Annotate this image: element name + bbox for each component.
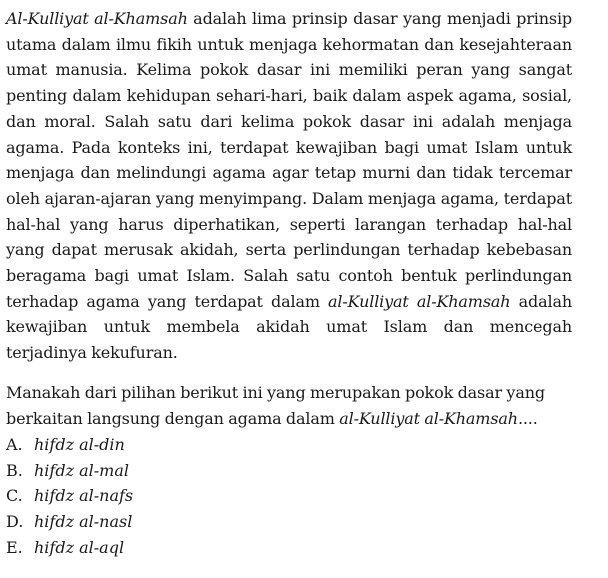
question-stem: [6, 380, 572, 432]
answer-option-d[interactable]: [6, 509, 572, 535]
passage-text-1: adalah lima prinsip dasar yang menjadi prinsip utama dalam ilmu fikih untuk menjaga kehormatan dan kesejahteraan umat manusia. Kelima pokok dasar ini memiliki peran yang sangat penting dalam kehidupan sehari-hari, baik dalam aspek agama, sosial, dan moral. Salah satu dari kelima pokok dasar ini adalah menjaga agama. Pada konteks ini, terdapat kewajiban bagi umat Islam untuk menjaga dan melindungi agama agar tetap murni dan tidak tercemar oleh ajaran-ajaran yang menyimpang. Dalam menjaga agama, terdapat hal-hal yang harus diperhatikan, seperti larangan terhadap hal-hal yang dapat merusak akidah, serta perlindungan terhadap kebebasan beragama bagi umat Islam. Salah satu contoh bentuk perlindungan terhadap agama yang terdapat dalam: [6, 9, 572, 311]
passage-paragraph: [6, 6, 572, 366]
document-page: [6, 6, 572, 560]
option-letter: E.: [6, 537, 23, 557]
option-text: hifdz al-din: [34, 434, 125, 454]
option-text: hifdz al-nafs: [34, 486, 134, 506]
option-letter: D.: [6, 511, 24, 531]
option-text: hifdz al-nasl: [34, 511, 133, 531]
option-letter: C.: [6, 486, 23, 506]
answer-options: [6, 432, 572, 561]
question-suffix: ....: [517, 408, 538, 428]
question-block: [6, 380, 572, 561]
answer-option-b[interactable]: [6, 458, 572, 484]
answer-option-c[interactable]: [6, 483, 572, 509]
option-letter: B.: [6, 460, 23, 480]
question-term: al-Kulliyat al-Khamsah: [339, 408, 518, 428]
answer-option-e[interactable]: [6, 535, 572, 561]
option-text: hifdz al-mal: [34, 460, 129, 480]
answer-option-a[interactable]: [6, 432, 572, 458]
option-letter: A.: [6, 434, 23, 454]
question-text: Manakah dari pilihan berikut ini yang merupakan pokok dasar yang berkaitan langsung dengan agama dalam: [6, 382, 545, 428]
option-text: hifdz al-aql: [34, 537, 125, 557]
passage-term-1: Al-Kulliyat al-Khamsah: [6, 9, 188, 28]
passage-term-2: al-Kulliyat al-Khamsah: [328, 291, 511, 311]
passage-text-2: adalah kewajiban untuk membela akidah umat Islam dan mencegah terjadinya kekufuran.: [6, 291, 572, 363]
